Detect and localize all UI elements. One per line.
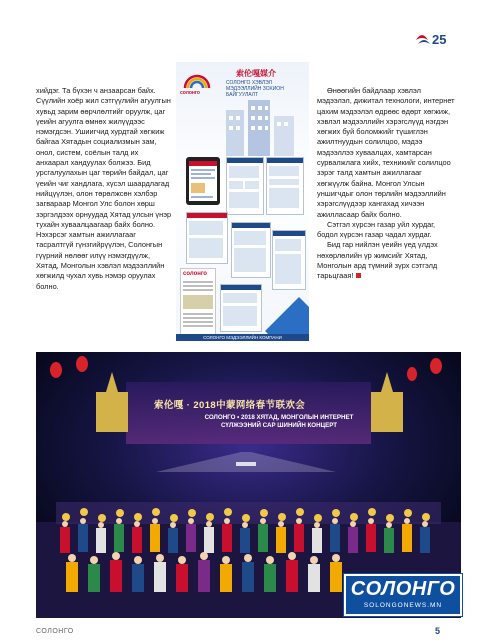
right-paragraph-2: Сэтгэл хүрсэн газар уйл хурдаг, бодол хүрсэн газар чадал хурдаг. — [317, 219, 436, 240]
brand-url: SOLONGONEWS.MN — [363, 602, 443, 609]
newspaper-mockup — [180, 268, 216, 340]
website-mockup-6 — [220, 284, 262, 332]
website-mockup-5 — [272, 230, 306, 290]
tablet-mockup — [186, 157, 220, 205]
rainbow-logo-icon — [182, 70, 212, 90]
right-paragraph-3: Бид гар нийлэн үеийн үед үлдэх нөхөрлөлийн үр жимсийг Хятад, Монголын ард түмний зүрх сэтгэлд тарьцгаая! — [317, 240, 438, 281]
logo-flame-blue — [418, 40, 430, 44]
ad-brand-name: солонго — [180, 90, 200, 96]
right-paragraph-1: Өнөөгийн байдлаар хэвлэл мэдээлэл, дижитал технологи, интернет цахим мэдээлэл өдрөөс өдөрт хөгжиж, хэвлэл мэдээллийн хэрэгслүүд нэгдэн хөгжих буй боломжийг түшиглэн ажилтнуудын солилцоо, мэдээ мэдээллээ хуваалцах, хамтарсан сурвалжлага хийх, техникийг солилцоо зэрэг талд хамтын ажиллагааг хөгжүүлж байна. Монгол Улсын уншигчдыг олон төрлийн мэдээллийн хэрэгслүүдээр хангахад хичээн ажилласаар байх болно. — [317, 86, 455, 219]
ad-title-chinese: 索伦嘎媒介 — [236, 69, 276, 78]
concert-title-mongolian: СОЛОНГО • 2018 ХЯТАД, МОНГОЛЫН ИНТЕРНЕТ СҮЛЖЭЭНИЙ САР ШИНИЙН КОНЦЕРТ — [204, 414, 354, 429]
anniversary-number: 25 — [432, 32, 447, 47]
building-illustration — [216, 96, 306, 156]
footer-magazine-name: СОЛОНГО — [36, 628, 74, 635]
article-end-mark — [356, 273, 361, 278]
right-text-column — [317, 86, 455, 282]
website-mockup-1 — [226, 157, 264, 215]
left-column-text: хийдэг. Та бүхэн ч анзаарсан байх. Сүүлийн хоёр жил сэтгүүлийн агуулгын хувьд зарим өөрчлөлтийг оруулж, цаг үеийн агуулга өмнөх жилүүдээс нэмэгдсэн. Ушиигчид хурдтай хөгжиж байгаа Хятадын социализмын зам, онол, систем, соёлын талд их анхаарал хандуулах болжээ. Бид урсгалуулахын цаг төрийн байдал, цаг үеийн чиг хандлага, хүсэл шаардлагад нийцүүлэн, олон төрөлжсөн хэлбэр загвараар Монгол Улс болон хөрш зэргэлдээх орнуудад Хятад улсын үнэр тухайн хуваалцаагаар байх болно. Нэхэрсэг хамтын ажиллагааг тасралтгүй гүнзгийрүүлэн, Солонгын гүүрний нөлөөг илүү нэмэгдүүлж, Хятад, Монголын хэвлэл мэдээллийн хөгжилд чухал хувь нэмэр оруулах болно. — [36, 86, 172, 291]
tablet-screen — [189, 161, 217, 201]
page-number: 5 — [435, 626, 441, 636]
solongo-brand-badge — [344, 574, 462, 616]
ad-title-mongolian: СОЛОНГО ХЭВЛЭЛ МЭДЭЭЛЛИЙН ЗОХИОН БАЙГУУЛАЛТ — [226, 80, 284, 98]
brand-name: СОЛОНГО — [350, 578, 456, 600]
logo-flame-red — [416, 35, 428, 40]
newspaper-masthead: солонго — [183, 271, 207, 277]
website-mockup-2 — [266, 157, 304, 215]
website-mockup-4 — [231, 222, 271, 278]
ad-footer-text: СОЛОНГО МЭДЭЭЛЛИЙН КОМПАНИ — [176, 334, 309, 341]
website-mockup-3 — [186, 212, 228, 264]
right-paragraph-3-wrap — [317, 240, 455, 281]
advertisement-panel — [176, 62, 309, 341]
concert-title-chinese: 索伦嘎 · 2018中蒙网络春节联欢会 — [154, 400, 306, 411]
anniversary-logo — [414, 28, 460, 50]
left-text-column — [36, 86, 172, 292]
